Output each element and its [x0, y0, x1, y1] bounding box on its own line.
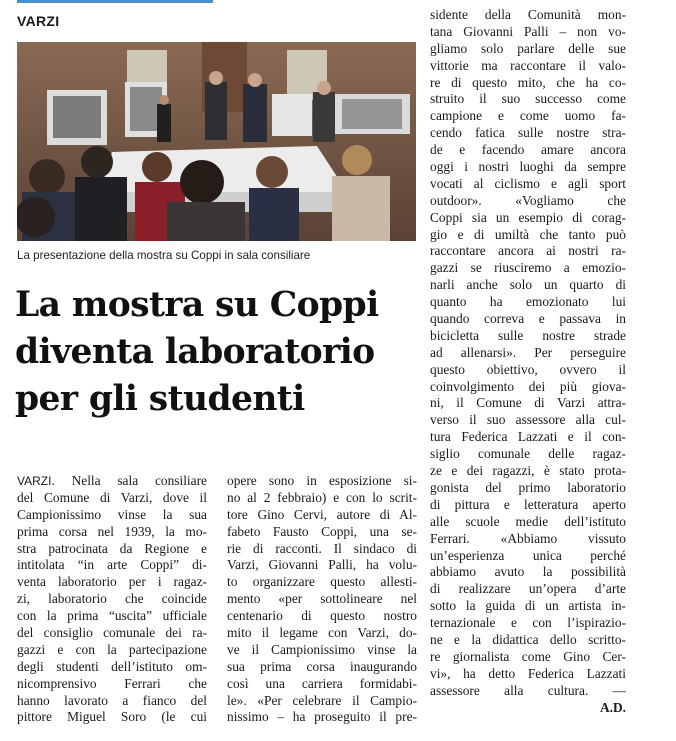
- headline-line: diventa laboratorio: [15, 332, 375, 372]
- text-line: raccontare ancora ai nostri ra-: [430, 243, 626, 259]
- text-line: ni, il Comune di Varzi attra-: [430, 395, 626, 411]
- text-line: campione e come uomo fa-: [430, 108, 626, 124]
- text-line: outdoor». «Vogliamo che: [430, 192, 626, 208]
- text-line: vittorie ma raccontare il valo-: [430, 57, 626, 73]
- text-line: centenario di questo nostro: [227, 608, 417, 624]
- text-line: assessore alla cultura. —: [430, 682, 626, 698]
- text-line: questo obiettivo, ovvero il: [430, 361, 626, 377]
- article-column-2: [227, 473, 417, 726]
- text-line: quanto ha emozionato lui: [430, 294, 626, 310]
- text-line: tore Gino Cervi, autore di Al-: [227, 506, 417, 522]
- article-column-3: [430, 7, 626, 716]
- text-line: ad allenarsi». Per perseguire: [430, 344, 626, 360]
- text-line: bicicletta sulle nostre strade: [430, 327, 626, 343]
- text-line: di realizzare un’opera d’arte: [430, 581, 626, 597]
- text-line: prima corsa nel 1939, la mo-: [17, 523, 207, 539]
- text-line: pittore Miguel Soro (le cui: [17, 709, 207, 725]
- text-line: gliamo solo parlare delle sue: [430, 40, 626, 56]
- text-line: ze e dei ragazzi, è stato prota-: [430, 463, 626, 479]
- article-photo: [17, 42, 416, 241]
- text-line: degli studenti dell’istituto om-: [17, 658, 207, 674]
- text-line: struito il suo successo come: [430, 91, 626, 107]
- text-line: un’esperienza unica perché: [430, 547, 626, 563]
- text-line: sotto la guida di un artista in-: [430, 598, 626, 614]
- text-line: stra patrocinata da Regione e: [17, 540, 207, 556]
- byline: A.D.: [599, 699, 626, 715]
- text-line: quando correva e passava in: [430, 311, 626, 327]
- text-line: alle scuole medie dell’istituto: [430, 513, 626, 529]
- text-line: sua prima corsa inaugurando: [227, 658, 417, 674]
- text-line: gazzi se riusciremo a emozio-: [430, 260, 626, 276]
- text-line: hanno lavorato a fianco del: [17, 692, 207, 708]
- text-line: de e facendo amare ancora: [430, 142, 626, 158]
- text-line: re di questo mito, che ha co-: [430, 74, 626, 90]
- text-line: tana Giovanni Palli – non vo-: [430, 23, 626, 39]
- section-kicker: VARZI: [17, 13, 60, 29]
- text-line: gazzi e con la partecipazione: [17, 641, 207, 657]
- text-line: le». «Per celebrare il Campio-: [227, 692, 417, 708]
- text-line: ne e la didattica dello scritto-: [430, 631, 626, 647]
- text-line: cendo fatica sulle nostre stra-: [430, 125, 626, 141]
- text-line: rie di racconti. Il sindaco di: [227, 540, 417, 556]
- text-line: oggi i nostri luoghi da sempre: [430, 159, 626, 175]
- headline: [15, 282, 420, 423]
- text-line: vocati al ciclismo e agli sport: [430, 175, 626, 191]
- text-line: coinvolgimento dei più giova-: [430, 378, 626, 394]
- text-line: Varzi, Giovanni Palli, ha volu-: [227, 557, 417, 573]
- text-line: con la prima “uscita” ufficiale: [17, 608, 207, 624]
- text-line: del consiglio comunale dei ra-: [17, 625, 207, 641]
- text-line: VARZI. Nella sala consiliare: [17, 473, 207, 488]
- text-line: del Comune di Varzi, dove il: [17, 489, 207, 505]
- text-line: tura Federica Lazzati e il con-: [430, 429, 626, 445]
- text-line: fabeto Fausto Coppi, una se-: [227, 523, 417, 539]
- text-line: vi», ha detto Federica Lazzati: [430, 665, 626, 681]
- text-line: Ferrari. «Abbiamo vissuto: [430, 530, 626, 546]
- text-line: siglio comunale delle ragaz-: [430, 446, 626, 462]
- text-line: opere sono in esposizione si-: [227, 473, 417, 488]
- text-line: no al 2 febbraio) e con lo scrit-: [227, 489, 417, 505]
- text-line: narli anche solo un quarto di: [430, 277, 626, 293]
- text-line: verso il suo assessore alla cul-: [430, 412, 626, 428]
- text-line: re giornalista come Gino Cer-: [430, 648, 626, 664]
- section-rule: [17, 0, 213, 3]
- text-line: Coppi sia un esempio di corag-: [430, 209, 626, 225]
- text-line: Campionissimo vinse la sua: [17, 506, 207, 522]
- text-line: sidente della Comunità mon-: [430, 7, 626, 22]
- text-line: mento «per sottolineare nel: [227, 591, 417, 607]
- text-line: venta laboratorio per i ragaz-: [17, 574, 207, 590]
- text-line: gonista del primo laboratorio: [430, 479, 626, 495]
- headline-line: La mostra su Coppi: [15, 285, 379, 325]
- byline-line: [430, 700, 626, 717]
- text-line: nicomprensivo Ferrari che: [17, 675, 207, 691]
- text-line: ternazionale e con l’ispirazio-: [430, 615, 626, 631]
- text-line: così una carriera formidabi-: [227, 675, 417, 691]
- dateline: VARZI: [17, 474, 52, 488]
- text-line: to organizzare questo allesti-: [227, 574, 417, 590]
- text-line: intitolata “in arte Coppi” di-: [17, 557, 207, 573]
- text-line: zi, laboratorio che coincide: [17, 591, 207, 607]
- text-line: abbiamo avuto la possibilità: [430, 564, 626, 580]
- text-line: di pittura e letteratura aperto: [430, 496, 626, 512]
- text-line: mito il legame con Varzi, do-: [227, 625, 417, 641]
- photo-caption: La presentazione della mostra su Coppi in sala consiliare: [17, 249, 311, 262]
- article-column-1: [17, 473, 207, 726]
- text-line: nissimo – ha proseguito il pre-: [227, 709, 417, 725]
- text-line: ve il Campionissimo vinse la: [227, 641, 417, 657]
- text-line: gio e di umiltà che tanto può: [430, 226, 626, 242]
- headline-line: per gli studenti: [15, 379, 305, 419]
